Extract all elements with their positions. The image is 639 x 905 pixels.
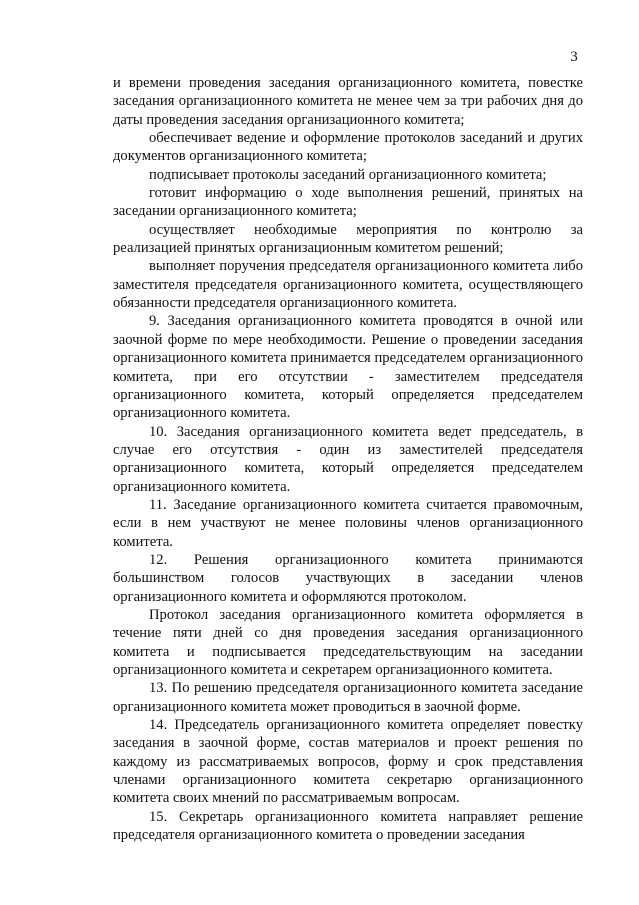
paragraph-duty-protocols: обеспечивает ведение и оформление протоколов заседаний и других документов организационного комитета; (113, 130, 583, 165)
paragraph-duty-control: осуществляет необходимые мероприятия по контролю за реализацией принятых организационным комитетом решений; (113, 221, 583, 257)
paragraph-continuation: и времени проведения заседания организационного комитета, повестке заседания организационного комитета не менее чем за три рабочих дня до даты проведения заседания организационного комитета; (113, 75, 583, 128)
paragraph-item-12: 12. Решения организационного комитета принимаются большинством голосов участвующих в заседании членов организационного комитета и оформляются протоколом. (113, 551, 583, 605)
paragraph-duty-instructions: выполняет поручения председателя организационного комитета либо заместителя председателя организационного комитета, осуществляющего обязанности председателя организационного комитета. (113, 258, 583, 312)
paragraph-item-10: 10. Заседания организационного комитета ведет председатель, в случае его отсутствия - один из заместителей председателя организационного комитета, который определяется председателем организационного комитета. (113, 423, 583, 495)
paragraph-item-15: 15. Секретарь организационного комитета направляет решение председателя организационного комитета о проведении заседания (113, 808, 583, 844)
paragraph-duty-sign: подписывает протоколы заседаний организационного комитета; (149, 166, 547, 183)
page-number: 3 (570, 49, 578, 65)
paragraph-item-13: 13. По решению председателя организационного комитета заседание организационного комитета может проводиться в заочной форме. (113, 680, 583, 715)
paragraph-protocol: Протокол заседания организационного комитета оформляется в течение пяти дней со дня проведения заседания организационного комитета и подписывается председательствующим на заседании организационного комитета и секретарем организационного комитета. (113, 606, 583, 678)
paragraph-item-11: 11. Заседание организационного комитета считается правомочным, если в нем участвуют не менее половины членов организационного комитета. (113, 496, 583, 550)
paragraph-item-9: 9. Заседания организационного комитета проводятся в очной или заочной форме по мере необходимости. Решение о проведении заседания организационного комитета принимается председателем организационного комитета, при его отсутствии - заместителем председателя организационного комитета, который определяется председателем организационного комитета. (113, 313, 583, 422)
document-body (113, 74, 583, 844)
paragraph-duty-report: готовит информацию о ходе выполнения решений, принятых на заседании организационного комитета; (113, 185, 583, 220)
paragraph-item-14: 14. Председатель организационного комитета определяет повестку заседания в заочной форме, состав материалов и проект решения по каждому из рассматриваемых вопросов, форму и срок представления членами организационного комитета секретарю организационного комитета своих мнений по рассматриваемым вопросам. (113, 717, 583, 807)
